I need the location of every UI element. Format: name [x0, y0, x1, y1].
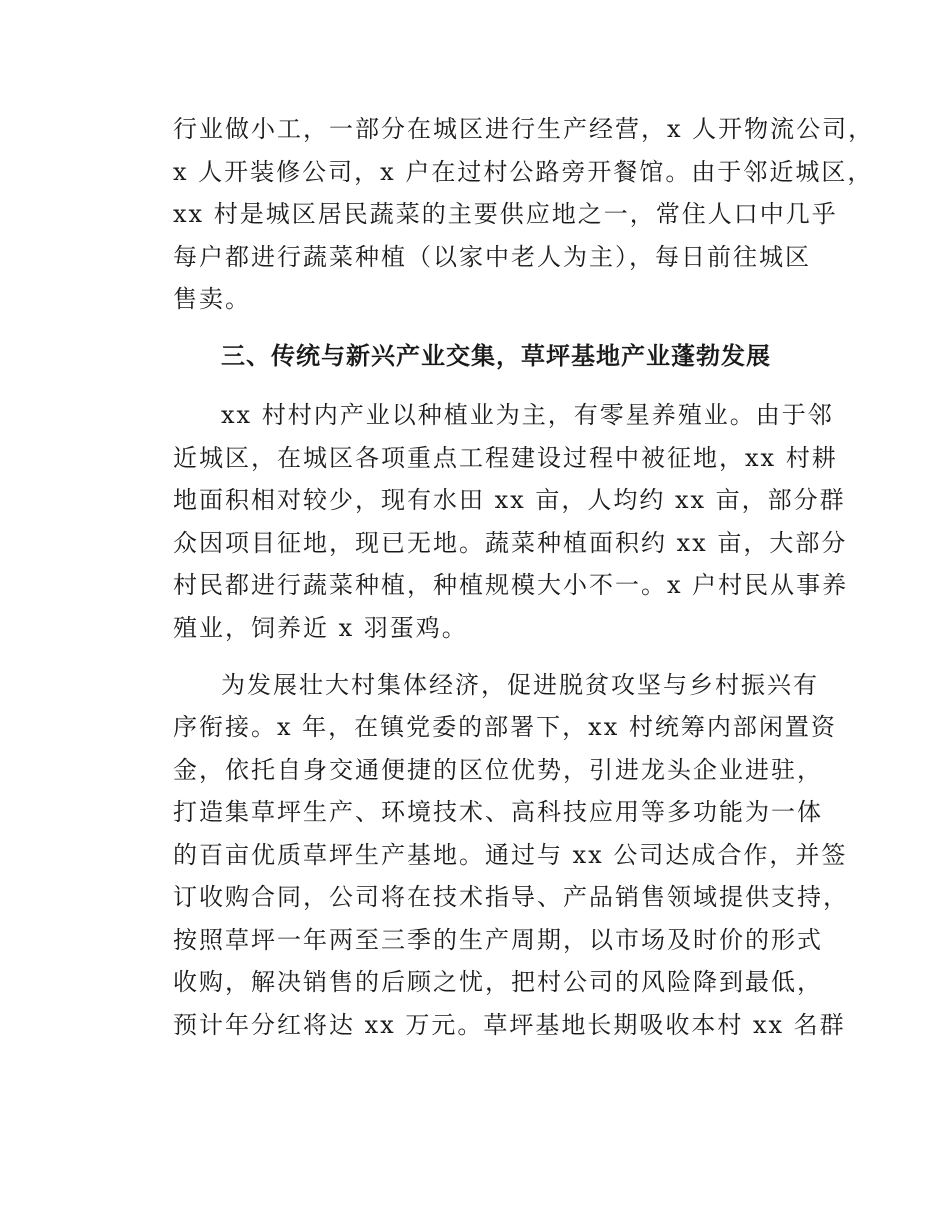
paragraph-1-line-2: x 人开装修公司，x 户在过村公路旁开餐馆。由于邻近城区， — [173, 158, 874, 186]
paragraph-2-line-1: xx 村村内产业以种植业为主，有零星养殖业。由于邻 — [221, 401, 834, 429]
paragraph-3-line-2: 序衔接。x 年，在镇党委的部署下，xx 村统筹内部闲置资 — [173, 713, 837, 741]
paragraph-2-line-4: 众因项目征地，现已无地。蔬菜种植面积约 xx 亩，大部分 — [173, 529, 848, 557]
paragraph-2-line-3: 地面积相对较少，现有水田 xx 亩，人均约 xx 亩，部分群 — [173, 486, 846, 514]
paragraph-1-line-3: xx 村是城区居民蔬菜的主要供应地之一，常住人口中几乎 — [173, 200, 838, 228]
paragraph-3-line-6: 订收购合同，公司将在技术指导、产品销售领域提供支持， — [173, 883, 849, 911]
paragraph-2-line-2: 近城区，在城区各项重点工程建设过程中被征地，xx 村耕 — [173, 444, 838, 472]
paragraph-3-line-1: 为发展壮大村集体经济，促进脱贫攻坚与乡村振兴有 — [221, 671, 819, 699]
paragraph-3-line-8: 收购，解决销售的后顾之忧，把村公司的风险降到最低， — [173, 968, 823, 996]
paragraph-3-line-3: 金，依托自身交通便捷的区位优势，引进龙头企业进驻， — [173, 756, 823, 784]
section-heading: 三、传统与新兴产业交集，草坪基地产业蓬勃发展 — [221, 342, 771, 370]
paragraph-3-line-4: 打造集草坪生产、环境技术、高科技应用等多功能为一体 — [173, 798, 823, 826]
paragraph-2-line-5: 村民都进行蔬菜种植，种植规模大小不一。x 户村民从事养 — [173, 571, 849, 599]
paragraph-2-line-6: 殖业，饲养近 x 羽蛋鸡。 — [173, 614, 468, 642]
paragraph-1-line-1: 行业做小工，一部分在城区进行生产经营，x 人开物流公司， — [173, 115, 875, 143]
paragraph-1-line-4: 每户都进行蔬菜种植（以家中老人为主），每日前往城区 — [173, 243, 811, 271]
paragraph-3-line-7: 按照草坪一年两至三季的生产周期，以市场及时价的形式 — [173, 926, 823, 954]
paragraph-3-line-5: 的百亩优质草坪生产基地。通过与 xx 公司达成合作，并签 — [173, 841, 848, 869]
paragraph-1-line-5: 售卖。 — [173, 285, 251, 313]
paragraph-3-line-9: 预计年分红将达 xx 万元。草坪基地长期吸收本村 xx 名群 — [173, 1011, 846, 1039]
